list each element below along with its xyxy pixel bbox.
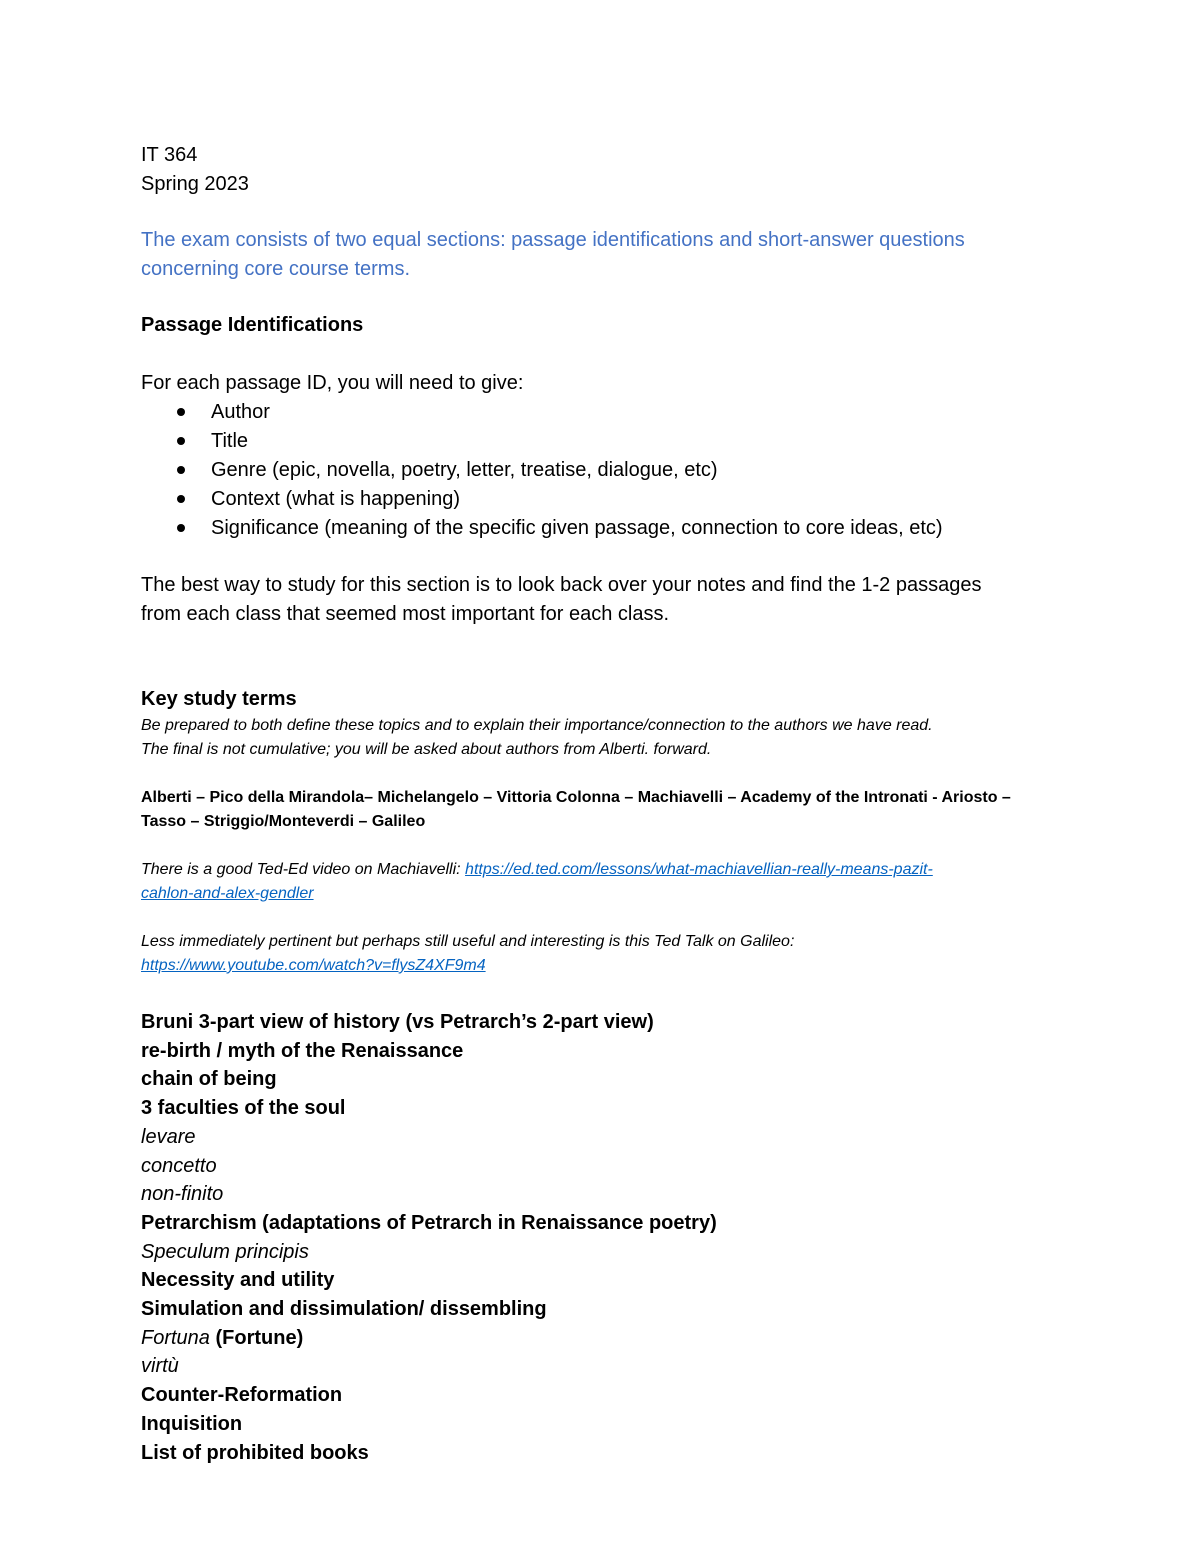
term-item: List of prohibited books bbox=[141, 1441, 369, 1464]
bullet-icon bbox=[177, 495, 185, 503]
authors-line-2: Tasso – Striggio/Monteverdi – Galileo bbox=[141, 813, 426, 830]
term-item: Speculum principis bbox=[141, 1240, 309, 1263]
term-item: Necessity and utility bbox=[141, 1269, 335, 1292]
term-item: Inquisition bbox=[141, 1412, 243, 1435]
youtube-link[interactable]: https://www.youtube.com/watch?v=flysZ4XF9m4 bbox=[141, 957, 486, 974]
term-item: 3 faculties of the soul bbox=[141, 1097, 346, 1120]
key-terms-heading: Key study terms bbox=[141, 688, 297, 710]
bullet-icon bbox=[177, 524, 185, 532]
list-item: Genre (epic, novella, poetry, letter, treatise, dialogue, etc) bbox=[141, 456, 1071, 485]
passage-requirements-list bbox=[141, 398, 1071, 543]
ted-ed-link-continued[interactable]: cahlon-and-alex-gendler bbox=[141, 885, 314, 902]
term-item: Fortuna (Fortune) bbox=[141, 1326, 304, 1349]
term-item: non-finito bbox=[141, 1183, 224, 1206]
bullet-icon bbox=[177, 466, 185, 474]
term-item: chain of being bbox=[141, 1068, 277, 1091]
ted-talk-line: Less immediately pertinent but perhaps still useful and interesting is this Ted Talk on Galileo: bbox=[141, 933, 795, 950]
term-item: re-birth / myth of the Renaissance bbox=[141, 1039, 464, 1062]
term-item: Bruni 3-part view of history (vs Petrarch’s 2-part view) bbox=[141, 1011, 654, 1033]
term-item: Counter-Reformation bbox=[141, 1384, 343, 1407]
key-terms-note-2: The final is not cumulative; you will be asked about authors from Alberti. forward. bbox=[141, 741, 712, 758]
bullet-icon bbox=[177, 408, 185, 416]
passage-lead: For each passage ID, you will need to give: bbox=[141, 372, 524, 394]
term-item: concetto bbox=[141, 1154, 217, 1177]
bullet-icon bbox=[177, 437, 185, 445]
intro-line-1: The exam consists of two equal sections: passage identifications and short-answer questions bbox=[141, 229, 965, 251]
list-item: Context (what is happening) bbox=[141, 485, 1071, 514]
key-terms-list bbox=[141, 1008, 1071, 1467]
advice-line-2: from each class that seemed most important for each class. bbox=[141, 603, 669, 625]
term-label: Spring 2023 bbox=[141, 173, 249, 195]
ted-ed-link[interactable]: https://ed.ted.com/lessons/what-machiavellian-really-means-pazit- bbox=[465, 861, 933, 878]
passage-heading: Passage Identifications bbox=[141, 314, 364, 336]
course-code: IT 364 bbox=[141, 144, 198, 166]
document-content bbox=[141, 141, 1071, 1467]
intro-line-2: concerning core course terms. bbox=[141, 258, 411, 280]
advice-line-1: The best way to study for this section is to look back over your notes and find the 1-2 passages bbox=[141, 574, 982, 596]
list-item: Significance (meaning of the specific given passage, connection to core ideas, etc) bbox=[141, 514, 1071, 543]
term-item: Petrarchism (adaptations of Petrarch in Renaissance poetry) bbox=[141, 1211, 717, 1234]
term-item: virtù bbox=[141, 1355, 179, 1378]
list-item: Author bbox=[141, 398, 1071, 427]
key-terms-note-1: Be prepared to both define these topics and to explain their importance/connection to the authors we have read. bbox=[141, 717, 933, 734]
term-item: Simulation and dissimulation/ dissembling bbox=[141, 1298, 547, 1321]
list-item: Title bbox=[141, 427, 1071, 456]
term-item: levare bbox=[141, 1125, 196, 1148]
youtube-line bbox=[141, 954, 1071, 978]
ted-ed-line-2 bbox=[141, 882, 1071, 906]
ted-ed-line-1: There is a good Ted-Ed video on Machiavelli: https://ed.ted.com/lessons/what-machiavellian-really-means-pazit- bbox=[141, 861, 933, 878]
authors-line-1: Alberti – Pico della Mirandola– Michelangelo – Vittoria Colonna – Machiavelli – Academy of the Intronati - Ariosto – bbox=[141, 789, 1011, 806]
